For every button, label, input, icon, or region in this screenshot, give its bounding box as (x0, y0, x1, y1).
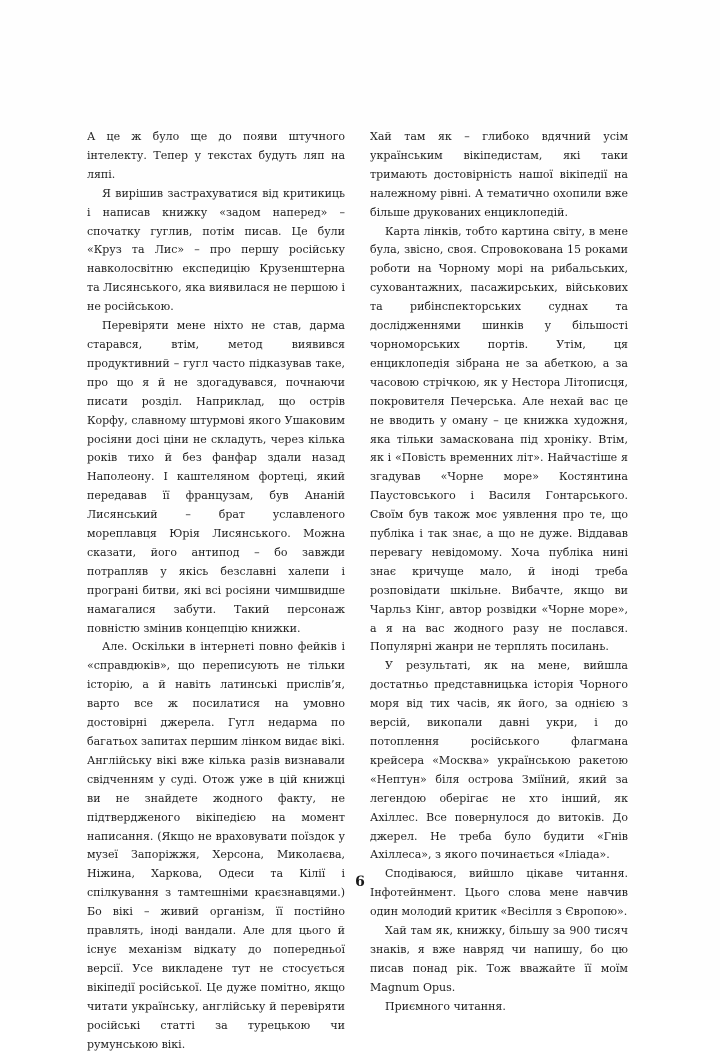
paragraph: У результаті, як на мене, вийшла достатньо представницька історія Чорного моря від тих часів, як його, за однією з версій, викопали давні укри, і до потоплення російського флагмана крейсера «Москва» українською ракетою «Нептун» біля острова Зміїний, який за легендою оберігає не хто інший, як Ахіллес. Все повернулося до витоків. До джерел. Не треба було будити «Гнів Ахіллеса», з якого починається «Іліада». (370, 659, 628, 862)
paragraph: А це ж було ще до появи штучного інтелекту. Тепер у текстах будуть ляп на ляпі. (87, 130, 345, 181)
paragraph: Перевіряти мене ніхто не став, дарма старався, втім, метод виявився продуктивний – гугл часто підказував таке, про що я й не здогадувався, почнаючи писати розділ. Наприклад, що острів Корфу, славному штурмові якого Ушаковим росіяни досі ціни не складуть, через кілька років тихо й без фанфар здали назад Наполеону. І каштеляном фортеці, який передавав її французам, був Ананій Лисянський – брат уславленого мореплавця Юрія Лисянського. Можна сказати, його антипод – бо завжди потрапляв у якісь безславні халепи і програні битви, які всі росіяни чимшвидше намагалися забути. Такий персонаж повністю змінив концепцію книжки. (87, 319, 345, 635)
left-text-column (87, 128, 345, 1054)
paragraph: Я вирішив застрахуватися від критикиць і написав книжку «задом наперед» – спочатку гуглив, потім писав. Це були «Круз та Лис» – про першу російську навколосвітню експедицію Крузенштерна та Лисянського, яка виявилася не першою і не російською. (87, 186, 345, 314)
paragraph: Сподіваюся, вийшло цікаве читання. Інфотейнмент. Цього слова мене навчив один молодий критик «Весілля з Європою». (370, 867, 628, 919)
paragraph: Карта лінків, тобто картина світу, в мене була, звісно, своя. Спровокована 15 роками роботи на Чорному морі на рибальських, суховантажних, пасажирських, військових та рибінспекторських суднах та дослідженнями шинків у більшості чорноморських портів. Утім, ця енциклопедія зібрана не за абеткою, а за часовою стрічкою, як у Нестора Літописця, покровителя Печерська. Але нехай вас це не вводить у оману – це книжка художня, яка тільки замаскована під хроніку. Втім, як і «Повість временних літ». Найчастіше я згадував «Чорне море» Костянтина Паустовського і Василя Гонтарського. Своїм був також моє уявлення про те, що публіка і так знає, а що не дуже. Віддавав перевагу невідомому. Хоча публіка нині знає кричуще мало, й іноді треба розповідати шкільне. Вибачте, якщо ви Чарльз Кінг, автор розвідки «Чорне море», а я на вас жодного разу не послався. Популярні жанри не терплять посилань. (370, 224, 628, 654)
page-number: 6 (355, 874, 365, 890)
paragraph: Але. Оскільки в інтернеті повно фейків і «справдюків», що переписують не тільки історію, а й навіть латинські прислів’я, варто все ж посилатися на умовно достовірні джерела. Гугл недарма по багатьох запитах першим лінком видає вікі. Англійську вікі вже кілька разів визнавали свідченням у суді. Отож уже в цій книжці ви не знайдете жодного факту, не підтвердженого вікіпедією на момент написання. (Якщо не враховувати поїздок у музеї Запоріжжя, Херсона, Миколаєва, Ніжина, Харкова, Одеси та Кілії і спілкування з тамтешніми краєзнавцями.) Бо вікі – живий організм, її постійно правлять, іноді вандали. Але для цього й існує механізм відкату до попередньої версії. Усе викладене тут не стосується вікіпедії російської. Це дуже помітно, якщо читати українську, англійську й перевіряти російські статті за турецькою чи румунською вікі. (87, 640, 345, 1051)
paragraph: Хай там як – глибоко вдячний усім українським вікіпедистам, які таки тримають достовірність нашої вікіпедії на належному рівні. А тематично охопили вже більше друкованих енциклопедій. (370, 130, 628, 219)
paragraph: Приємного читання. (385, 999, 506, 1013)
paragraph: Хай там як, книжку, більшу за 900 тисяч знаків, я вже навряд чи напишу, бо цю писав понад рік. Тож вважайте її моїм Magnum Opus. (370, 924, 628, 994)
